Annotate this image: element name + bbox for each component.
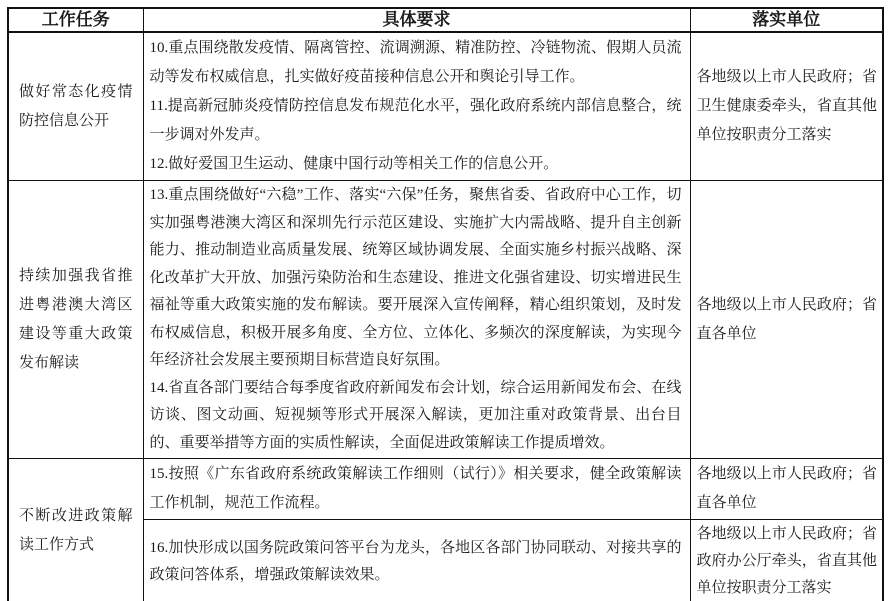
table-row-epidemic-info xyxy=(8,32,883,181)
table-row-major-policy xyxy=(8,181,883,459)
unit-cell: 各地级以上市人民政府；省直各单位 xyxy=(690,459,883,520)
requirements-cell xyxy=(143,32,690,181)
requirement-item-12: 12.做好爱国卫生运动、健康中国行动等相关工作的信息公开。 xyxy=(149,156,559,172)
table-header-row xyxy=(8,8,883,32)
requirement-item-15: 15.按照《广东省政府系统政策解读工作细则（试行）》相关要求，健全政策解读工作机制，规范工作流程。 xyxy=(149,466,682,511)
header-cell-unit: 落实单位 xyxy=(690,8,883,32)
task-cell: 不断改进政策解读工作方式 xyxy=(8,459,143,601)
unit-cell: 各地级以上市人民政府；省政府办公厅牵头，省直其他单位按职责分工落实 xyxy=(690,520,883,601)
requirement-item-14: 14.省直各部门要结合每季度省政府新闻发布会计划，综合运用新闻发布会、在线访谈、图文动画、短视频等形式开展深入解读，更加注重对政策背景、出台目的、重要举措等方面的实质性解读，全面促进政策解读工作提质增效。 xyxy=(149,379,682,451)
header-cell-requirements: 具体要求 xyxy=(143,8,690,32)
requirement-item-10: 10.重点围绕散发疫情、隔离管控、流调溯源、精准防控、冷链物流、假期人员流动等发布权威信息，扎实做好疫苗接种信息公开和舆论引导工作。 xyxy=(149,40,682,85)
task-cell: 做好常态化疫情防控信息公开 xyxy=(8,32,143,181)
requirement-item-16: 16.加快形成以国务院政策问答平台为龙头，各地区各部门协同联动、对接共享的政策问答体系，增强政策解读效果。 xyxy=(149,539,682,583)
requirement-item-11: 11.提高新冠肺炎疫情防控信息发布规范化水平，强化政府系统内部信息整合，统一步调对外发声。 xyxy=(149,98,682,143)
tasks-table xyxy=(7,7,884,601)
task-cell: 持续加强我省推进粤港澳大湾区建设等重大政策发布解读 xyxy=(8,181,143,459)
header-cell-task: 工作任务 xyxy=(8,8,143,32)
requirement-item-13: 13.重点围绕做好“六稳”工作、落实“六保”任务，聚焦省委、省政府中心工作，切实加强粤港澳大湾区和深圳先行示范区建设、实施扩大内需战略、提升自主创新能力、推动制造业高质量发展、统筹区域协调发展、全面实施乡村振兴战略、深化改革扩大开放、加强污染防治和生态建设、推进文化强省建设、切实增进民生福祉等重大政策实施的发布解读。要开展深入宣传阐释，精心组织策划，及时发布权威信息，积极开展多角度、全方位、立体化、多频次的深度解读，为实现今年经济社会发展主要预期目标营造良好氛围。 xyxy=(149,187,682,368)
requirements-cell xyxy=(143,520,690,601)
requirements-cell xyxy=(143,181,690,459)
unit-cell: 各地级以上市人民政府；省卫生健康委牵头，省直其他单位按职责分工落实 xyxy=(690,32,883,181)
requirements-cell xyxy=(143,459,690,520)
table-row-policy-interpretation-1 xyxy=(8,459,883,520)
unit-cell: 各地级以上市人民政府；省直各单位 xyxy=(690,181,883,459)
